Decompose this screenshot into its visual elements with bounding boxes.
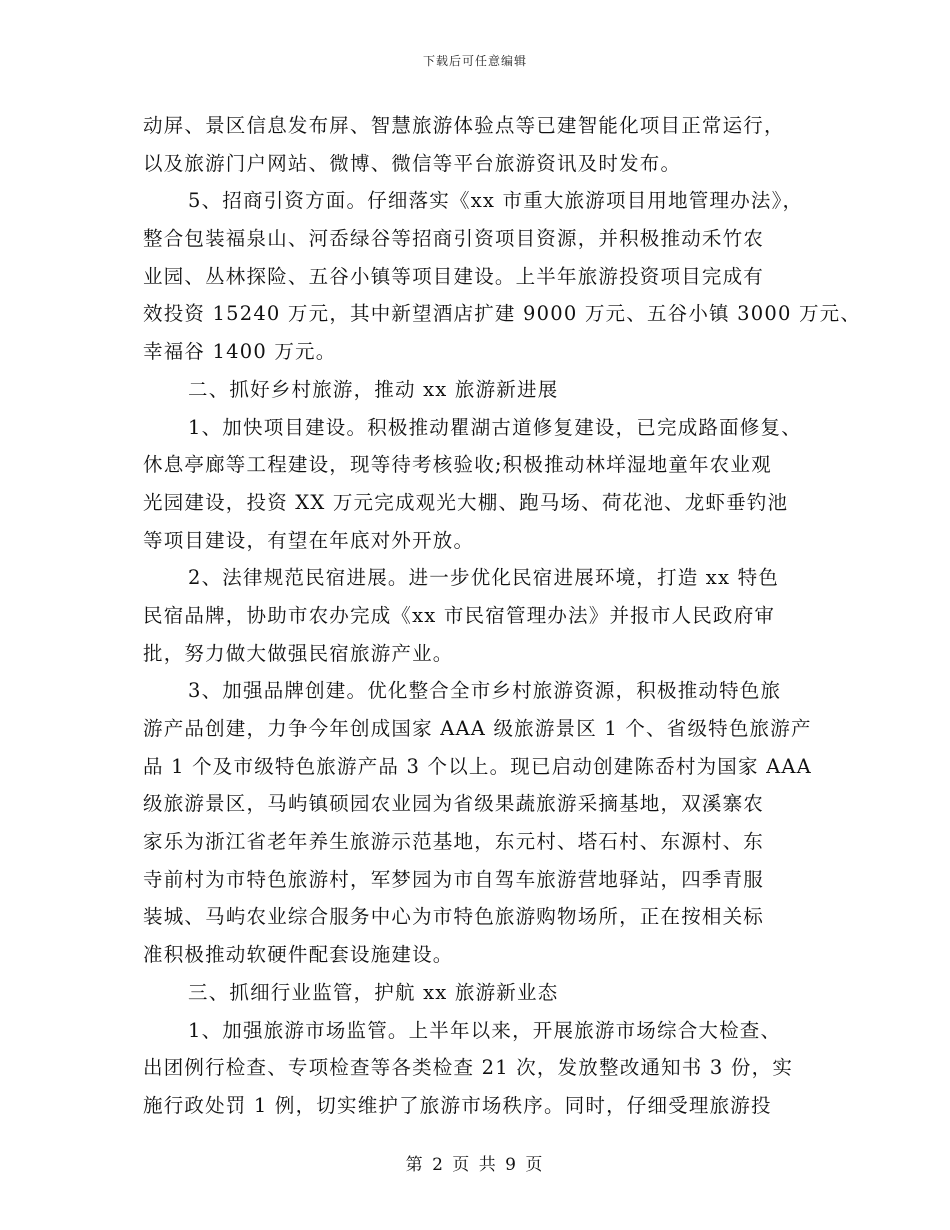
footer-prefix: 第: [405, 1155, 425, 1175]
text-line: 民宿品牌，协助市农办完成《xx 市民宿管理办法》并报市人民政府审: [143, 603, 776, 627]
document-body: [143, 107, 862, 1125]
text-line: 1、加强旅游市场监管。上半年以来，开展旅游市场综合大检查、: [188, 1018, 782, 1042]
text-line: 等项目建设，有望在年底对外开放。: [143, 528, 475, 552]
text-line: 效投资 15240 万元，其中新望酒店扩建 9000 万元、五谷小镇 3000 万元、: [143, 302, 862, 326]
text-line: 家乐为浙江省老年养生旅游示范基地，东元村、塔石村、东源村、东: [143, 830, 765, 854]
section-heading: 三、抓细行业监管，护航 xx 旅游新业态: [188, 980, 559, 1004]
text-line: 出团例行检查、专项检查等各类检查 21 次，发放整改通知书 3 份，实: [143, 1056, 794, 1080]
text-line: 施行政处罚 1 例，切实维护了旅游市场秩序。同时，仔细受理旅游投: [143, 1093, 772, 1117]
text-line: 游产品创建，力争今年创成国家 AAA 级旅游景区 1 个、省级特色旅游产: [143, 717, 812, 740]
total-page-count: 9: [505, 1155, 518, 1175]
text-line: 寺前村为市特色旅游村，军梦园为市自驾车旅游营地驿站，四季青服: [143, 867, 765, 891]
text-line: 准积极推动软硬件配套设施建设。: [143, 943, 454, 967]
section-heading: 二、抓好乡村旅游，推动 xx 旅游新进展: [188, 377, 559, 401]
text-line: 休息亭廊等工程建设，现等待考核验收;积极推动林垟湿地童年农业观: [143, 453, 772, 477]
footer-suffix: 页: [525, 1155, 545, 1175]
text-line: 5、招商引资方面。仔细落实《xx 市重大旅游项目用地管理办法》，: [188, 189, 804, 213]
text-line: 批，努力做大做强民宿旅游产业。: [143, 641, 454, 665]
text-line: 动屏、景区信息发布屏、智慧旅游体验点等已建智能化项目正常运行，: [143, 114, 785, 137]
text-line: 级旅游景区，马屿镇硕园农业园为省级果蔬旅游采摘基地，双溪寨农: [143, 792, 765, 816]
header-note: 下载后可任意编辑: [422, 54, 527, 68]
text-line: 2、法律规范民宿进展。进一步优化民宿进展环境，打造 xx 特色: [188, 566, 779, 590]
current-page-number: 2: [432, 1155, 445, 1175]
page-header: [0, 52, 950, 69]
text-line: 以及旅游门户网站、微博、微信等平台旅游资讯及时发布。: [143, 151, 682, 175]
text-line: 业园、丛林探险、五谷小镇等项目建设。上半年旅游投资项目完成有: [143, 264, 765, 288]
footer-middle: 页 共: [452, 1155, 498, 1175]
text-line: 幸福谷 1400 万元。: [143, 340, 337, 364]
text-line: 装城、马屿农业综合服务中心为市特色旅游购物场所，正在按相关标: [143, 905, 765, 929]
text-line: 品 1 个及市级特色旅游产品 3 个以上。现已启动创建陈岙村为国家 AAA: [143, 754, 812, 778]
page-footer: [0, 1150, 950, 1175]
text-line: 光园建设，投资 XX 万元完成观光大棚、跑马场、荷花池、龙虾垂钓池: [143, 490, 789, 514]
text-line: 整合包装福泉山、河岙绿谷等招商引资项目资源，并积极推动禾竹农: [143, 227, 765, 251]
text-line: 3、加强品牌创建。优化整合全市乡村旅游资源，积极推动特色旅: [188, 679, 782, 703]
text-line: 1、加快项目建设。积极推动瞿湖古道修复建设，已完成路面修复、: [188, 415, 802, 439]
